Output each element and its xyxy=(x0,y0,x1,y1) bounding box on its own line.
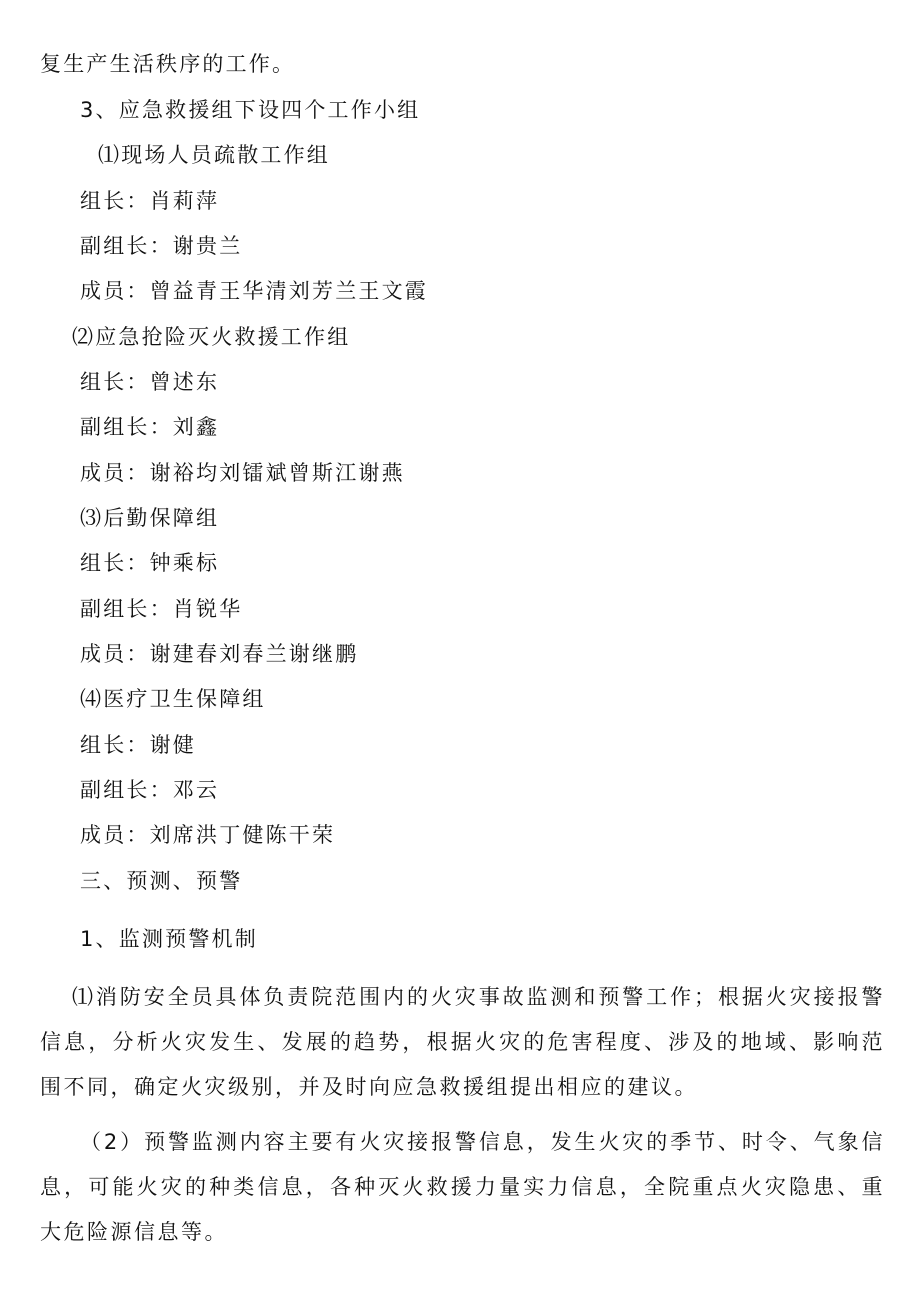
group-2-deputy: 副组长：刘鑫 xyxy=(80,415,220,439)
group-3-leader: 组长：钟乘标 xyxy=(80,551,220,575)
monitoring-paragraph-1: ⑴消防安全员具体负责院范围内的火灾事故监测和预警工作；根据火灾接报警信息，分析火灾发生、发展的趋势，根据火灾的危害程度、涉及的地域、影响范围不同，确定火灾级别，并及时向应急救援组提出相应的建议。 xyxy=(40,985,885,1099)
group-4-leader: 组长：谢健 xyxy=(80,733,196,757)
section-3-heading: 3、应急救援组下设四个工作小组 xyxy=(80,98,421,122)
intro-tail-line: 复生产生活秩序的工作。 xyxy=(40,52,296,76)
group-2-members: 成员：谢裕均刘镭斌曾斯江谢燕 xyxy=(80,461,405,485)
group-2-title: ⑵应急抢险灭火救援工作组 xyxy=(72,325,351,349)
monitoring-paragraph-2: （2）预警监测内容主要有火灾接报警信息，发生火灾的季节、时令、气象信息，可能火灾的种类信息，各种灭火救援力量实力信息，全院重点火灾隐患、重大危险源信息等。 xyxy=(40,1130,885,1244)
monitoring-heading: 1、监测预警机制 xyxy=(80,927,258,951)
group-4-deputy: 副组长：邓云 xyxy=(80,778,220,802)
group-2-leader: 组长：曾述东 xyxy=(80,370,220,394)
group-4-title: ⑷医疗卫生保障组 xyxy=(80,687,266,711)
group-3-title: ⑶后勤保障组 xyxy=(80,506,220,530)
group-1-deputy: 副组长：谢贵兰 xyxy=(80,234,243,258)
group-1-title: ⑴现场人员疏散工作组 xyxy=(98,143,330,167)
group-3-members: 成员：谢建春刘春兰谢继鹏 xyxy=(80,642,359,666)
group-1-leader: 组长：肖莉萍 xyxy=(80,189,220,213)
chapter-3-heading: 三、预测、预警 xyxy=(80,869,243,893)
group-3-deputy: 副组长：肖锐华 xyxy=(80,597,243,621)
group-4-members: 成员：刘席洪丁健陈干荣 xyxy=(80,823,336,847)
group-1-members: 成员：曾益青王华清刘芳兰王文霞 xyxy=(80,279,428,303)
